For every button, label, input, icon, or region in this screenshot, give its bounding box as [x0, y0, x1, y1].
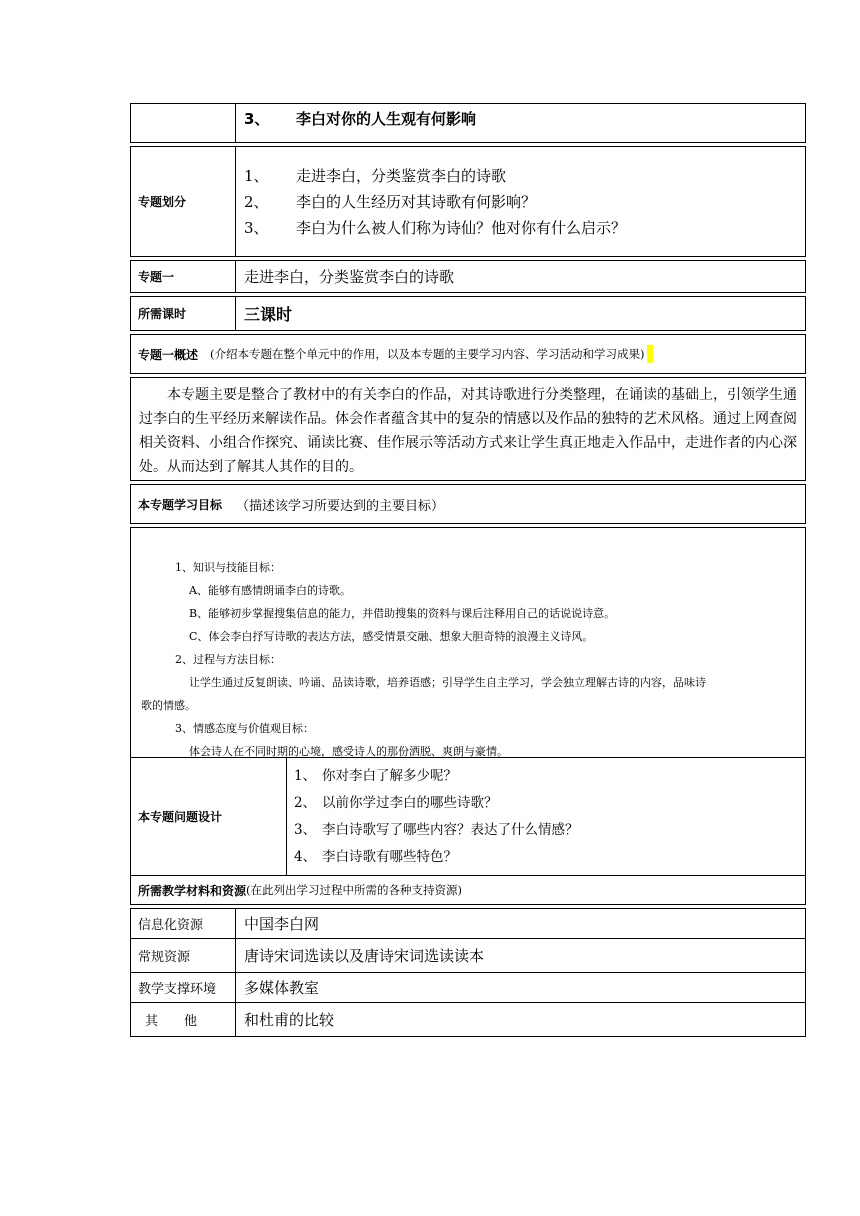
overview-body: 本专题主要是整合了教材中的有关李白的作品，对其诗歌进行分类整理，在诵读的基础上，引领学生通过李白的生平经历来解读作品。体会作者蕴含其中的复杂的情感以及作品的独特的艺术风格。通过上网查阅相关资料、小组合作探究、诵读比赛、佳作展示等活动方式来让学生真正地走入作品中，走进作者的内心深处。从而达到了解其人其作的目的。: [139, 387, 797, 475]
list-item: 2、 李白的人生经历对其诗歌有何影响？: [244, 192, 537, 211]
row-top-item: [130, 103, 806, 143]
list-item: 3、 李白诗歌写了哪些内容？表达了什么情感？: [294, 821, 579, 838]
row-resource: [130, 973, 806, 1003]
questions-label: 本专题问题设计: [138, 810, 223, 824]
highlight-mark: [647, 345, 653, 363]
resources-title: 所需教学材料和资源: [138, 883, 247, 898]
resources-desc: (在此列出学习过程中所需的各种支持资源): [246, 883, 462, 897]
lesson-plan-table: [130, 103, 806, 1037]
goals-desc: （描述该学习所要达到的主要目标）: [236, 498, 445, 514]
topic1-label: 专题一: [138, 270, 175, 284]
overview-desc: (介绍本专题在整个单元中的作用，以及本专题的主要学习内容、学习活动和学习成果): [210, 347, 645, 361]
list-item: 4、 李白诗歌有哪些特色？: [294, 848, 457, 865]
resource-value: 中国李白网: [235, 909, 805, 938]
goal-item: A、能够有感情朗诵李白的诗歌。: [189, 584, 351, 597]
resource-value: 多媒体教室: [235, 973, 805, 1002]
overview-title: 专题一概述: [138, 347, 199, 362]
goal-item: B、能够初步掌握搜集信息的能力，并借助搜集的资料与课后注释用自己的话说说诗意。: [189, 607, 616, 620]
goal-item-cont: 歌的情感。: [141, 699, 196, 712]
goal-heading: 2、过程与方法目标：: [175, 653, 281, 666]
row-resources-header: [130, 876, 806, 905]
goal-item: 体会诗人在不同时期的心境，感受诗人的那份洒脱、爽朗与豪情。: [189, 745, 508, 758]
list-item: 1、 你对李白了解多少呢？: [294, 767, 457, 784]
goals-title: 本专题学习目标: [138, 497, 223, 512]
resource-label: 教学支撑环境: [138, 982, 217, 997]
goals-body: [131, 528, 805, 763]
top-item-text: 李白对你的人生观有何影响: [296, 110, 477, 128]
row-overview-header: [130, 334, 806, 374]
row-goals-body: [130, 527, 806, 758]
goal-item: C、体会李白抒写诗歌的表达方法，感受情景交融、想象大胆奇特的浪漫主义诗风。: [189, 630, 594, 643]
resource-label: 其 他: [145, 1014, 198, 1029]
row-goals-header: [130, 484, 806, 524]
list-item: 2、 以前你学过李白的哪些诗歌？: [294, 794, 498, 811]
resource-value: 和杜甫的比较: [235, 1003, 805, 1036]
resource-label: 信息化资源: [138, 918, 204, 933]
top-item-cell: [235, 104, 805, 142]
topic1-value: 走进李白，分类鉴赏李白的诗歌: [235, 261, 805, 292]
topics-list: [235, 147, 805, 256]
hours-label: 所需课时: [138, 307, 187, 321]
row-topics: [130, 146, 806, 257]
row-resource: [130, 908, 806, 939]
list-item: 3、 李白为什么被人们称为诗仙？他对你有什么启示？: [244, 218, 627, 237]
goal-item: 让学生通过反复朗读、吟诵、品读诗歌，培养语感；引导学生自主学习，学会独立理解古诗的内容，品味诗: [189, 676, 706, 689]
row-resource: [130, 939, 806, 973]
row-resource: [130, 1003, 806, 1037]
top-item-num: 3、: [244, 110, 270, 128]
goal-heading: 1、知识与技能目标：: [175, 561, 281, 574]
topics-label: 专题划分: [138, 195, 187, 209]
hours-value: 三课时: [235, 297, 805, 330]
row-label-empty: [131, 104, 235, 142]
goal-heading: 3、情感态度与价值观目标：: [175, 722, 314, 735]
list-item: 1、 走进李白，分类鉴赏李白的诗歌: [244, 166, 507, 185]
row-topic1: [130, 260, 806, 293]
resource-label: 常规资源: [138, 950, 191, 965]
row-overview-body: [130, 377, 806, 481]
row-questions: [130, 758, 806, 876]
row-hours: [130, 296, 806, 331]
resource-value: 唐诗宋词选读以及唐诗宋词选读读本: [235, 939, 805, 972]
questions-list: [286, 758, 805, 875]
